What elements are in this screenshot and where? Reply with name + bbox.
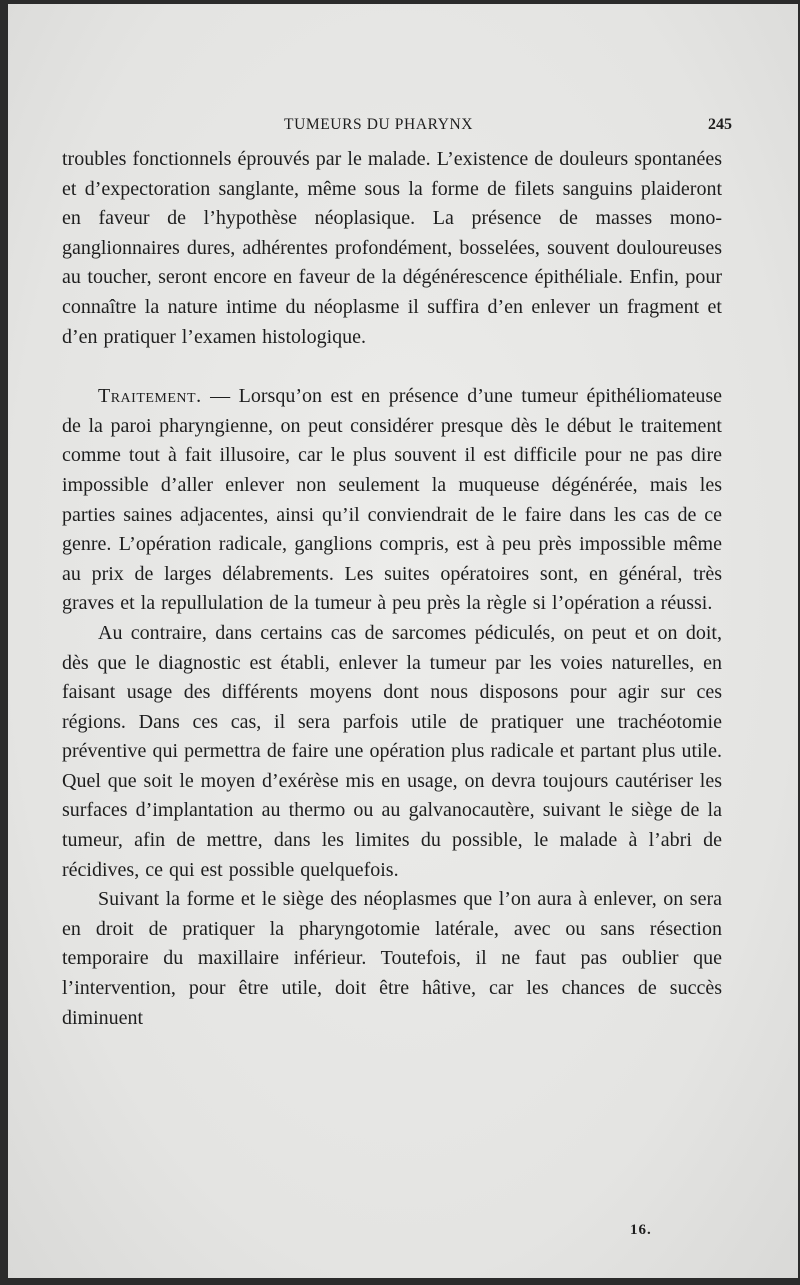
page-number: 245: [708, 116, 732, 133]
running-head: [8, 116, 798, 140]
paragraph-sarcomes: [62, 619, 722, 885]
paragraph-text: Suivant la forme et le siège des néoplasmes que l’on aura à enlever, on sera en droit de pratiquer la pharyngotomie latérale, avec ou sans résection temporaire du maxillaire inférieur. Toutefois, il ne faut pas oublier que l’intervention, pour être utile, doit être hâtive, car les chances de succès diminuent: [62, 888, 722, 1029]
book-page: [8, 4, 798, 1278]
section-heading-traitement: Traitement.: [98, 385, 202, 408]
running-title: TUMEURS DU PHARYNX: [284, 116, 474, 133]
body-text: [62, 145, 722, 1033]
paragraph-diagnosis-end: [62, 145, 722, 352]
paragraph-text: Au contraire, dans certains cas de sarcomes pédiculés, on peut et on doit, dès que le diagnostic est établi, enlever la tumeur par les voies naturelles, en faisant usage des différents moyens dont nous disposons pour agir sur ces régions. Dans ces cas, il sera parfois utile de pratiquer une trachéotomie préventive qui permettra de faire une opération plus radicale et partant plus utile. Quel que soit le moyen d’exérèse mis en usage, on devra toujours cautériser les surfaces d’implantation au thermo ou au galvanocautère, suivant le siège de la tumeur, afin de mettre, dans les limites du possible, le malade à l’abri de récidives, ce qui est possible quelquefois.: [62, 621, 722, 881]
paragraph-text: troubles fonctionnels éprouvés par le malade. L’existence de douleurs spontanées et d’expectoration sanglante, même sous la forme de filets sanguins plaideront en faveur de l’hypothèse néoplasique. La présence de masses mono-ganglionnaires dures, adhérentes profondément, bosselées, souvent douloureuses au toucher, seront encore en faveur de la dégénérescence épithéliale. Enfin, pour connaître la nature intime du néoplasme il suffira d’en enlever un fragment et d’en pratiquer l’examen histologique.: [62, 148, 722, 348]
paragraph-traitement: [62, 382, 722, 619]
paragraph-text: — Lorsqu’on est en présence d’une tumeur épithéliomateuse de la paroi pharyngienne, on peut considérer presque dès le début le traitement comme tout à fait illusoire, car le plus souvent il est difficile pour ne pas dire impossible d’aller enlever non seulement la muqueuse dégénérée, mais les parties saines adjacentes, ainsi qu’il conviendrait de le faire dans les cas de ce genre. L’opération radicale, ganglions compris, est à peu près impossible même au prix de larges délabrements. Les suites opératoires sont, en général, très graves et la repullulation de la tumeur à peu près la règle si l’opération a réussi.: [62, 385, 722, 615]
signature-mark: 16.: [630, 1222, 652, 1238]
paragraph-pharyngotomie: [62, 885, 722, 1033]
